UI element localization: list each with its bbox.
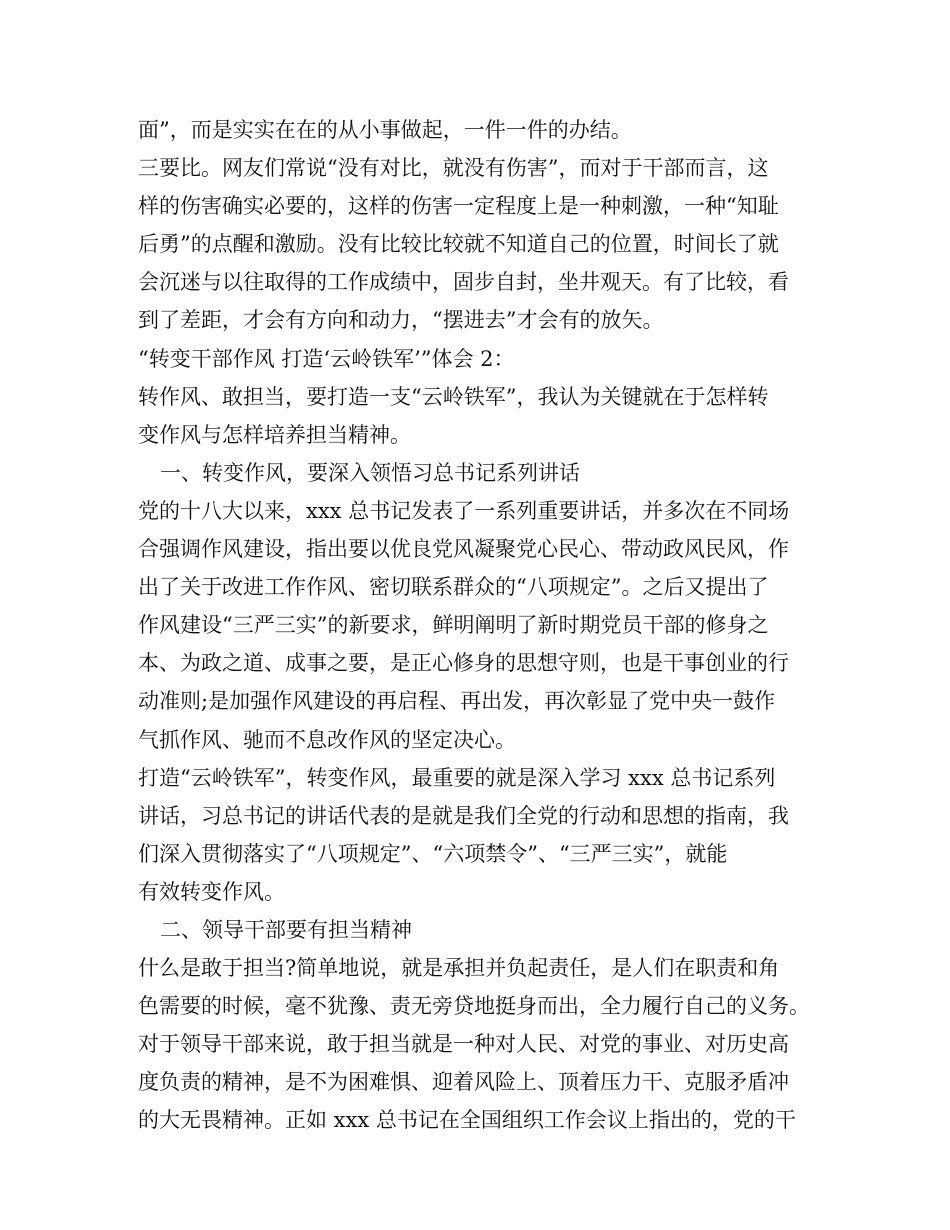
text-line: 会沉迷与以往取得的工作成绩中，固步自封，坐井观天。有了比较，看	[138, 270, 789, 295]
text-line: 对于领导干部来说，敢于担当就是一种对人民、对党的事业、对历史高	[138, 1032, 789, 1057]
text-line: 后勇”的点醒和激励。没有比较比较就不知道自己的位置，时间长了就	[138, 232, 779, 257]
text-line: 色需要的时候，毫不犹豫、责无旁贷地挺身而出，全力履行自己的义务。	[138, 994, 810, 1019]
text-line: 作风建设“三严三实”的新要求，鲜明阐明了新时期党员干部的修身之	[138, 613, 769, 638]
text-line: 三要比。网友们常说“没有对比，就没有伤害”，而对于干部而言，这	[138, 156, 769, 181]
text-line: 党的十八大以来，xxx 总书记发表了一系列重要讲话，并多次在不同场	[138, 498, 790, 523]
text-line: 本、为政之道、成事之要，是正心修身的思想守则，也是干事创业的行	[138, 651, 789, 676]
text-line: 的大无畏精神。正如 xxx 总书记在全国组织工作会议上指出的，党的干	[138, 1108, 796, 1133]
text-line: 度负责的精神，是不为困难惧、迎着风险上、顶着压力干、克服矛盾冲	[138, 1070, 789, 1095]
text-line: 合强调作风建设，指出要以优良党风凝聚党心民心、带动政风民风，作	[138, 537, 789, 562]
text-line: 转作风、敢担当，要打造一支“云岭铁军”，我认为关键就在于怎样转	[138, 384, 769, 409]
subheading: 二、领导干部要有担当精神	[160, 917, 412, 942]
text-line: 样的伤害确实必要的，这样的伤害一定程度上是一种刺激，一种“知耻	[138, 194, 779, 219]
text-line: 变作风与怎样培养担当精神。	[138, 422, 411, 447]
text-line: 打造“云岭铁军”，转变作风，最重要的就是深入学习 xxx 总书记系列	[138, 765, 776, 790]
body-text	[138, 111, 828, 1140]
text-line: 到了差距，才会有方向和动力，“摆进去”才会有的放矢。	[138, 308, 664, 333]
text-line: 什么是敢于担当?简单地说，就是承担并负起责任，是人们在职责和角	[138, 956, 780, 981]
text-line: 气抓作风、驰而不息改作风的坚定决心。	[138, 727, 516, 752]
text-line: 面”，而是实实在在的从小事做起，一件一件的办结。	[138, 118, 632, 142]
section-title: “转变干部作风 打造‘云岭铁军’”体会 2：	[138, 346, 515, 371]
text-line: 们深入贯彻落实了“八项规定”、“六项禁令”、“三严三实”，就能	[138, 841, 728, 866]
text-line: 出了关于改进工作作风、密切联系群众的“八项规定”。之后又提出了	[138, 575, 769, 600]
text-line: 讲话，习总书记的讲话代表的是就是我们全党的行动和思想的指南，我	[138, 803, 789, 828]
text-line: 动准则;是加强作风建设的再启程、再出发，再次彰显了党中央一鼓作	[138, 689, 776, 714]
text-line: 有效转变作风。	[138, 879, 285, 904]
subheading: 一、转变作风，要深入领悟习总书记系列讲话	[160, 460, 580, 485]
